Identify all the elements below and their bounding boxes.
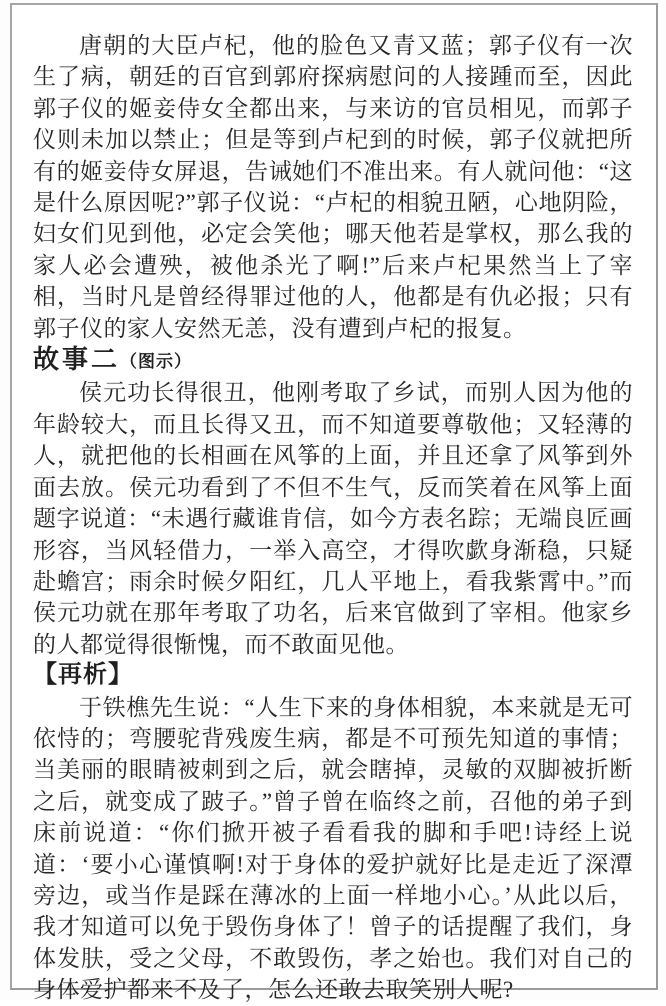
paragraph-story1: 唐朝的大臣卢杞，他的脸色又青又蓝；郭子仪有一次生了病，朝廷的百官到郭府探病慰问的人接踵而至，因此郭子仪的姬妾侍女全都出来，与来访的官员相见，而郭子仪则未加以禁止；但是等到卢杞到的时候，郭子仪就把所有的姬妾侍女屏退，告诫她们不准出来。有人就问他：“这是什么原因呢?”郭子仪说：“卢杞的相貌丑陋，心地阴险，妇女们见到他，必定会笑他；哪天他若是掌权，那么我的家人必会遭殃，被他杀光了啊!”后来卢杞果然当上了宰相，当时凡是曾经得罪过他的人，他都是有仇必报；只有郭子仪的家人安然无恙，没有遭到卢杞的报复。 bbox=[33, 33, 633, 341]
heading-analysis: 【再析】 bbox=[33, 662, 133, 689]
heading-story2 bbox=[33, 344, 633, 377]
heading-story2-note: （图示） bbox=[120, 352, 193, 372]
heading-story2-title: 故事二 bbox=[33, 345, 121, 375]
paragraph-story2: 侯元功长得很丑，他刚考取了乡试，而别人因为他的年龄较大，而且长得又丑，而不知道要尊敬他；又轻薄的人，就把他的长相画在风筝的上面，并且还拿了风筝到外面去放。侯元功看到了不但不生气，反而笑着在风筝上面题字说道：“未遇行藏谁肯信，如今方表名踪；无端良匠画形容，当风轻借力，一举入高空，才得吹歔身渐稳，只疑赴蟾宫；雨余时候夕阳红，几人平地上，看我紫霄中。”而侯元功就在那年考取了功名，后来官做到了宰相。他家乡的人都觉得很惭愧，而不敢面见他。 bbox=[33, 380, 633, 657]
page-content bbox=[33, 30, 633, 1006]
paragraph-analysis: 于铁樵先生说：“人生下来的身体相貌，本来就是无可依恃的；弯腰驼背残废生病，都是不可预先知道的事情；当美丽的眼睛被刺到之后，就会瞎掉，灵敏的双脚被折断之后，就变成了跛子。”曾子曾在临终之前，召他的弟子到床前说道：“你们掀开被子看看我的脚和手吧!诗经上说道：‘要小心谨慎啊!对于身体的爱护就好比是走近了深潭旁边，或当作是踩在薄冰的上面一样地小心。’从此以后，我才知道可以免于毁伤身体了！曾子的话提醒了我们，身体发肤，受之父母，不敢毁伤，孝之始也。我们对自己的身体爱护都来不及了，怎么还敢去取笑别人呢? bbox=[33, 694, 633, 1003]
